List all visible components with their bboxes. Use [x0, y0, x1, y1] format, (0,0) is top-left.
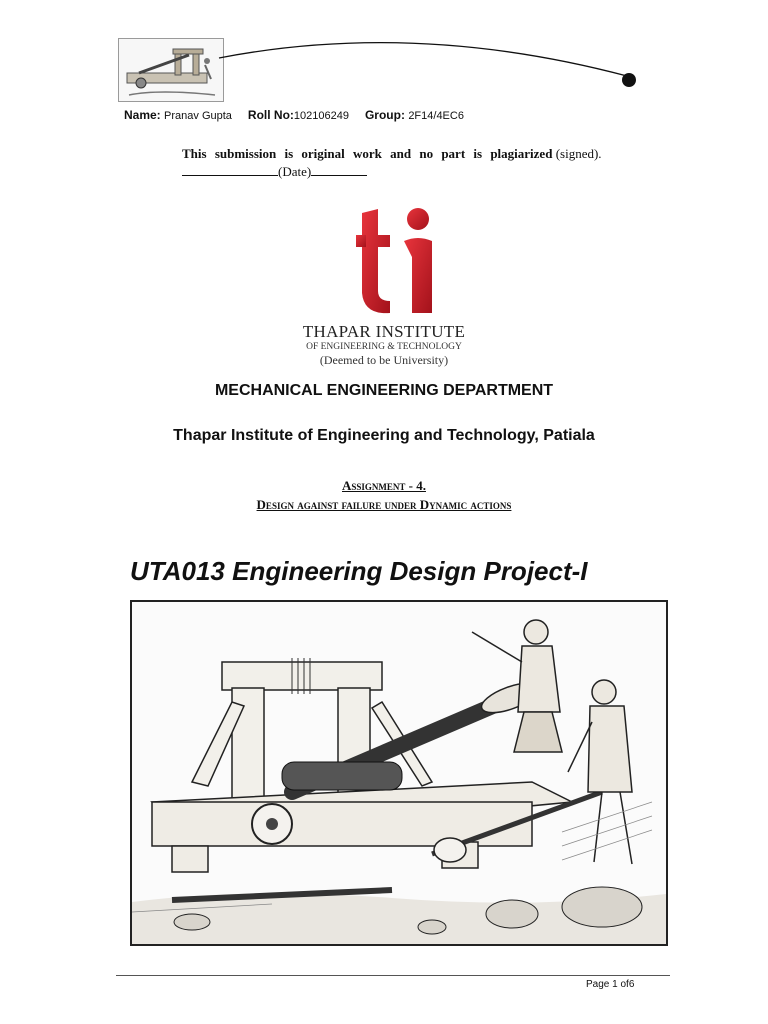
assignment-heading: Assignment - 4.: [342, 478, 426, 493]
name-label: Name:: [124, 108, 161, 122]
assignment-topic: Design against failure under Dynamic actions: [256, 497, 512, 512]
roll-value: 102106249: [293, 110, 349, 122]
name-value: Pranav Gupta: [164, 110, 232, 122]
declaration-date: (Date): [278, 164, 312, 179]
university-heading: Thapar Institute of Engineering and Technology, Patiala: [173, 427, 595, 444]
date-blank: [311, 163, 367, 176]
catapult-sketch-icon: [119, 39, 223, 101]
catapult-illustration-icon: [132, 602, 666, 944]
group-label: Group:: [364, 108, 405, 122]
institute-subtitle: OF ENGINEERING & TECHNOLOGY: [306, 342, 462, 352]
institute-name: THAPAR INSTITUTE: [302, 322, 466, 341]
footer-rule: [116, 975, 670, 976]
declaration-text: This submission is original work and no part is plagiarized: [182, 146, 553, 161]
page-number: Page 1 of6: [586, 979, 635, 990]
catapult-thumbnail: [118, 38, 224, 102]
ti-logo-icon: [356, 205, 436, 317]
group-value: 2F14/4EC6: [408, 110, 464, 122]
institute-status: (Deemed to be University): [319, 353, 449, 367]
department-heading: MECHANICAL ENGINEERING DEPARTMENT: [214, 382, 554, 399]
student-info: [124, 108, 464, 122]
catapult-illustration: [130, 600, 668, 946]
plagiarism-declaration: [182, 145, 612, 181]
roll-label: Roll No:: [247, 108, 294, 122]
signature-blank: [182, 163, 278, 176]
course-title: UTA013 Engineering Design Project-I: [130, 556, 588, 586]
declaration-signed: (signed).: [555, 146, 602, 161]
swinging-arc-icon: [215, 40, 645, 90]
